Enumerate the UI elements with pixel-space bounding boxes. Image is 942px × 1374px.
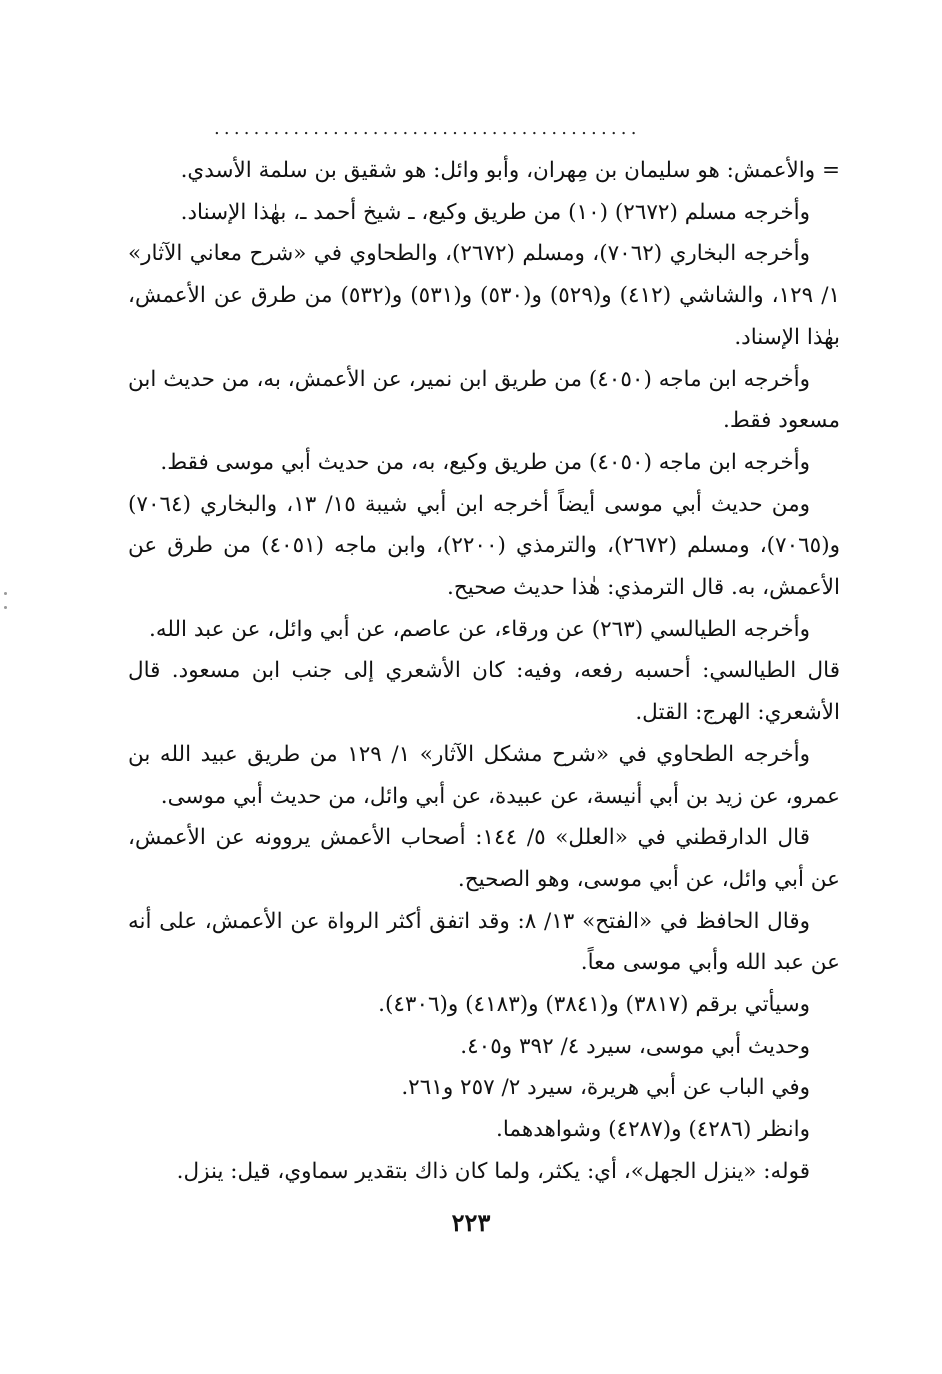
paragraph: قوله: «ينزل الجهل»، أي: يكثر، ولما كان ذاك بتقدير سماوي، قيل: ينزل. — [176, 1158, 810, 1184]
paragraph: وأخرجه مسلم (٢٦٧٢) (١٠) من طريق وكيع، ـ شيخ أحمد ـ، بهٰذا الإسناد. — [180, 199, 810, 225]
paragraph: قال الدارقطني في «العلل» ٥/ ١٤٤: أصحاب الأعمش يروونه عن الأعمش، عن أبي وائل، عن أبي موسى، وهو الصحيح. — [128, 825, 840, 892]
paragraph: قال الطيالسي: أحسبه رفعه، وفيه: كان الأشعري إلى جنب ابن مسعود. قال الأشعري: الهرج: القتل. — [128, 658, 840, 726]
paragraph: = والأعمش: هو سليمان بن مِهران، وأبو وائل: هو شقيق بن سلمة الأسدي. — [180, 158, 840, 183]
paragraph: وفي الباب عن أبي هريرة، سيرد ٢/ ٢٥٧ و٢٦١. — [401, 1075, 810, 1101]
paragraph: وحديث أبي موسى، سيرد ٤/ ٣٩٢ و٤٠٥. — [460, 1033, 810, 1059]
paragraph: وقال الحافظ في «الفتح» ١٣/ ٨: وقد اتفق أكثر الرواة عن الأعمش، على أنه عن عبد الله وأبي موسى معاً. — [128, 908, 840, 976]
footnote-separator-dots: ........................................... — [214, 118, 641, 139]
paragraph: ومن حديث أبي موسى أيضاً أخرجه ابن أبي شيبة ١٥/ ١٣، والبخاري (٧٠٦٤) و(٧٠٦٥)، ومسلم (٢٦٧٢)، والترمذي (٢٢٠٠)، وابن ماجه (٤٠٥١) من طرق عن الأعمش، به. قال الترمذي: هٰذا حديث صحيح. — [128, 491, 841, 601]
paragraph: وأخرجه ابن ماجه (٤٠٥٠) من طريق ابن نمير، عن الأعمش، به، من حديث ابن مسعود فقط. — [128, 366, 840, 434]
footnote-text — [128, 150, 840, 1193]
paragraph: وسيأتي برقم (٣٨١٧) و(٣٨٤١) و(٤١٨٣) و(٤٣٠٦). — [378, 992, 810, 1018]
paragraph: وأخرجه ابن ماجه (٤٠٥٠) من طريق وكيع، به، من حديث أبي موسى فقط. — [160, 449, 810, 475]
page-number: ٢٢٣ — [451, 1208, 491, 1237]
scan-speck — [4, 606, 7, 609]
paragraph: وانظر (٤٢٨٦) و(٤٢٨٧) وشواهدهما. — [496, 1117, 810, 1143]
paragraph: وأخرجه البخاري (٧٠٦٢)، ومسلم (٢٦٧٢)، والطحاوي في «شرح معاني الآثار» ١/ ١٢٩، والشاشي (٤١٢) و(٥٢٩) و(٥٣٠) و(٥٣١) و(٥٣٢) من طرق عن الأعمش، بهٰذا الإسناد. — [128, 241, 840, 350]
scan-speck — [4, 592, 7, 595]
paragraph: وأخرجه الطيالسي (٢٦٣) عن ورقاء، عن عاصم، عن أبي وائل، عن عبد الله. — [149, 616, 810, 642]
paragraph: وأخرجه الطحاوي في «شرح مشكل الآثار» ١/ ١٢٩ من طريق عبيد الله بن عمرو، عن زيد بن أبي أنيسة، عن عبيدة، عن أبي وائل، من حديث أبي موسى. — [128, 741, 840, 809]
